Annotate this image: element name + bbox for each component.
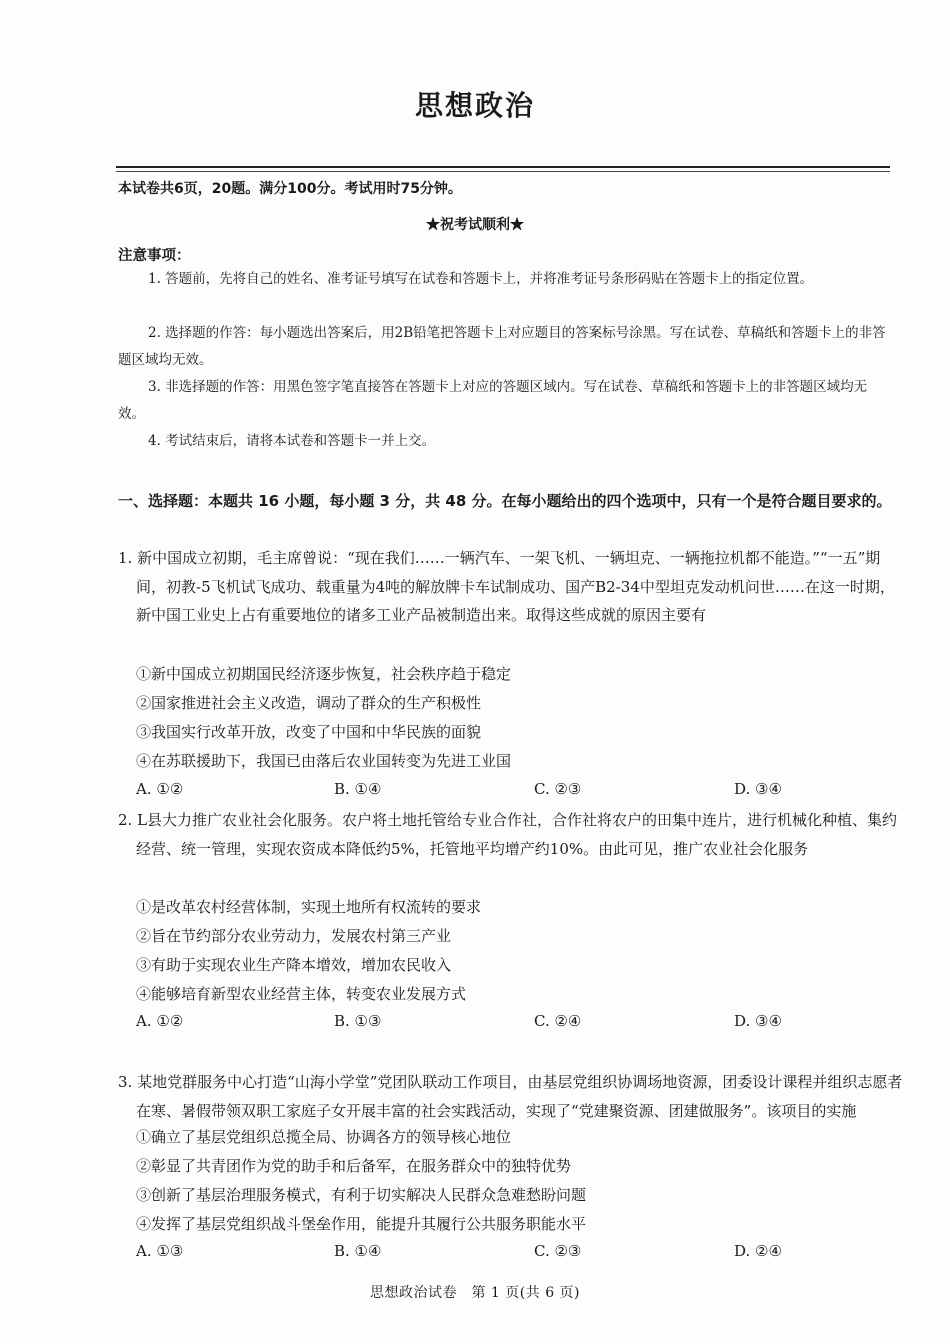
question-3-option: ④发挥了基层党组织战斗堡垒作用，能提升其履行公共服务职能水平 — [136, 1215, 587, 1233]
question-1-choices — [136, 780, 836, 802]
choice-a: A. ①② — [136, 780, 184, 798]
notice-item: 2. 选择题的作答：每小题选出答案后，用2B铅笔把答题卡上对应题目的答案标号涂黑。写在试卷、草稿纸和答题卡上的非答题区域均无效。 — [118, 325, 886, 368]
notice-heading: 注意事项： — [118, 248, 191, 264]
notice-item: 1. 答题前，先将自己的姓名、准考证号填写在试卷和答题卡上，并将准考证号条形码贴在答题卡上的指定位置。 — [148, 271, 814, 287]
choice-d: D. ③④ — [734, 780, 782, 798]
good-luck-banner: ★祝考试顺利★ — [426, 217, 524, 233]
page-footer: 思想政治试卷 第 1 页(共 6 页) — [369, 1285, 581, 1301]
question-3-stem: 3. 某地党群服务中心打造“山海小学堂”党团队联动工作项目，由基层党组织协调场地资源，团委设计课程并组织志愿者在寒、暑假带领双职工家庭子女开展丰富的社会实践活动，实现了“党建聚资源、团建做服务”。该项目的实施 — [118, 1073, 903, 1120]
question-2-option: ④能够培育新型农业经营主体，转变农业发展方式 — [136, 985, 467, 1003]
title-rule-thick — [116, 166, 890, 168]
section-heading: 一、选择题：本题共 16 小题，每小题 3 分，共 48 分。在每小题给出的四个选项中，只有一个是符合题目要求的。 — [118, 492, 892, 510]
question-2-option: ①是改革农村经营体制，实现土地所有权流转的要求 — [136, 898, 482, 916]
choice-b: B. ①④ — [334, 1242, 382, 1260]
notice-item: 3. 非选择题的作答：用黑色签字笔直接答在答题卡上对应的答题区域内。写在试卷、草稿纸和答题卡上的非答题区域均无效。 — [118, 379, 868, 422]
question-1-option: ①新中国成立初期国民经济逐步恢复，社会秩序趋于稳定 — [136, 665, 512, 683]
page-title: 思想政治 — [414, 89, 535, 122]
question-1-option: ③我国实行改革开放，改变了中国和中华民族的面貌 — [136, 723, 482, 741]
choice-b: B. ①③ — [334, 1012, 382, 1030]
question-1-option: ④在苏联援助下，我国已由落后农业国转变为先进工业国 — [136, 752, 512, 770]
title-rule-thin — [116, 171, 890, 172]
choice-d: D. ③④ — [734, 1012, 782, 1030]
question-3-choices — [136, 1242, 836, 1264]
question-3-option: ①确立了基层党组织总揽全局、协调各方的领导核心地位 — [136, 1128, 512, 1146]
exam-info: 本试卷共6页，20题。满分100分。考试用时75分钟。 — [118, 181, 462, 197]
choice-b: B. ①④ — [334, 780, 382, 798]
choice-d: D. ②④ — [734, 1242, 782, 1260]
choice-c: C. ②③ — [534, 1242, 582, 1260]
question-3-option: ②彰显了共青团作为党的助手和后备军，在服务群众中的独特优势 — [136, 1157, 572, 1175]
question-2-choices — [136, 1012, 836, 1034]
choice-c: C. ②③ — [534, 780, 582, 798]
choice-c: C. ②④ — [534, 1012, 582, 1030]
choice-a: A. ①③ — [136, 1242, 184, 1260]
question-1-stem: 1. 新中国成立初期，毛主席曾说：“现在我们……一辆汽车、一架飞机、一辆坦克、一辆拖拉机都不能造。”“一五”期间，初教-5飞机试飞成功、载重量为4吨的解放牌卡车试制成功、国产B2-34中型坦克发动机问世……在这一时期，新中国工业史上占有重要地位的诸多工业产品被制造出来。取得这些成就的原因主要有 — [118, 549, 895, 625]
choice-a: A. ①② — [136, 1012, 184, 1030]
question-2-option: ②旨在节约部分农业劳动力，发展农村第三产业 — [136, 927, 452, 945]
notice-item: 4. 考试结束后，请将本试卷和答题卡一并上交。 — [148, 433, 436, 449]
question-3-option: ③创新了基层治理服务模式，有利于切实解决人民群众急难愁盼问题 — [136, 1186, 587, 1204]
question-2-option: ③有助于实现农业生产降本增效，增加农民收入 — [136, 956, 452, 974]
question-1-option: ②国家推进社会主义改造，调动了群众的生产积极性 — [136, 694, 482, 712]
question-2-stem: 2. L县大力推广农业社会化服务。农户将土地托管给专业合作社，合作社将农户的田集中连片，进行机械化种植、集约经营、统一管理，实现农资成本降低约5%，托管地平均增产约10%。由此可见，推广农业社会化服务 — [118, 811, 898, 858]
